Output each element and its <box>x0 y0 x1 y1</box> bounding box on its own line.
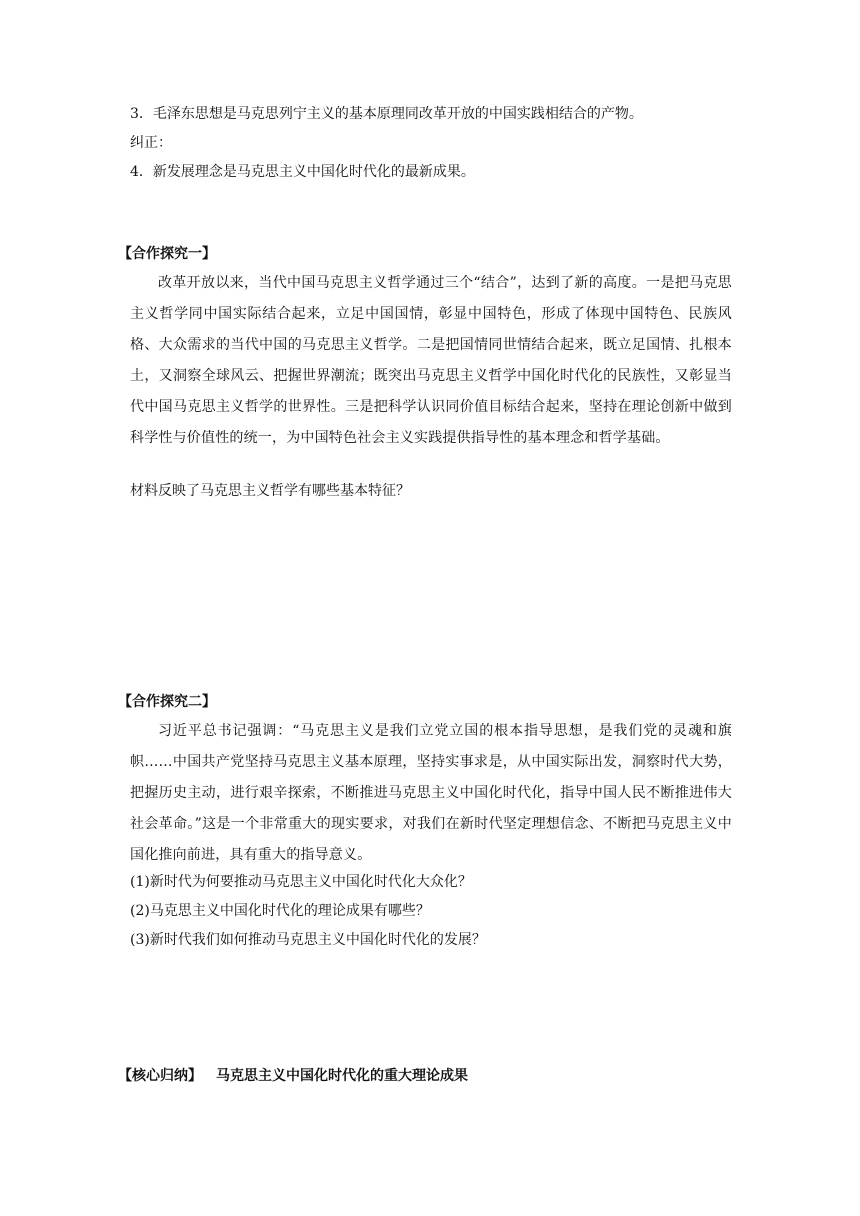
question-2: (2)马克思主义中国化时代化的理论成果有哪些？ <box>130 903 430 919</box>
question-1: (1)新时代为何要推动马克思主义中国化时代化大众化？ <box>130 874 472 890</box>
section-2-material: 习近平总书记强调：“马克思主义是我们立党立国的根本指导思想，是我们党的灵魂和旗帜……中国共产党坚持马克思主义基本原理，坚持实事求是，从中国实际出发，洞察时代大势，把握历史主动，进行艰辛探索，不断推进马克思主义中国化时代化，指导中国人民不断推进伟大社会革命。”这是一个非常重大的现实要求，对我们在新时代坚定理想信念、不断把马克思主义中国化推向前进，具有重大的指导意义。 <box>130 723 732 863</box>
correction-label: 纠正： <box>130 135 172 151</box>
section-heading-2: 【合作探究二】 <box>118 694 216 710</box>
section-1-question: 材料反映了马克思主义哲学有哪些基本特征？ <box>130 483 410 499</box>
core-summary-label: 【核心归纳】 <box>118 1068 202 1084</box>
question-3: (3)新时代我们如何推动马克思主义中国化时代化的发展？ <box>130 932 486 948</box>
core-summary-title: 马克思主义中国化时代化的重大理论成果 <box>216 1068 468 1084</box>
section-heading-1: 【合作探究一】 <box>118 246 216 262</box>
statement-4: 4．新发展理念是马克思主义中国化时代化的最新成果。 <box>130 164 475 180</box>
core-summary <box>118 1066 468 1086</box>
section-1-material: 改革开放以来，当代中国马克思主义哲学通过三个“结合”，达到了新的高度。一是把马克思主义哲学同中国实际结合起来，立足中国国情，彰显中国特色，形成了体现中国特色、民族风格、大众需求的当代中国的马克思主义哲学。二是把国情同世情结合起来，既立足国情、扎根本土，又洞察全球风云、把握世界潮流；既突出马克思主义哲学中国化时代化的民族性，又彰显当代中国马克思主义哲学的世界性。三是把科学认识同价值目标结合起来，坚持在理论创新中做到科学性与价值性的统一，为中国特色社会主义实践提供指导性的基本理念和哲学基础。 <box>130 275 732 446</box>
statement-3: 3．毛泽东思想是马克思列宁主义的基本原理同改革开放的中国实践相结合的产物。 <box>130 106 643 122</box>
